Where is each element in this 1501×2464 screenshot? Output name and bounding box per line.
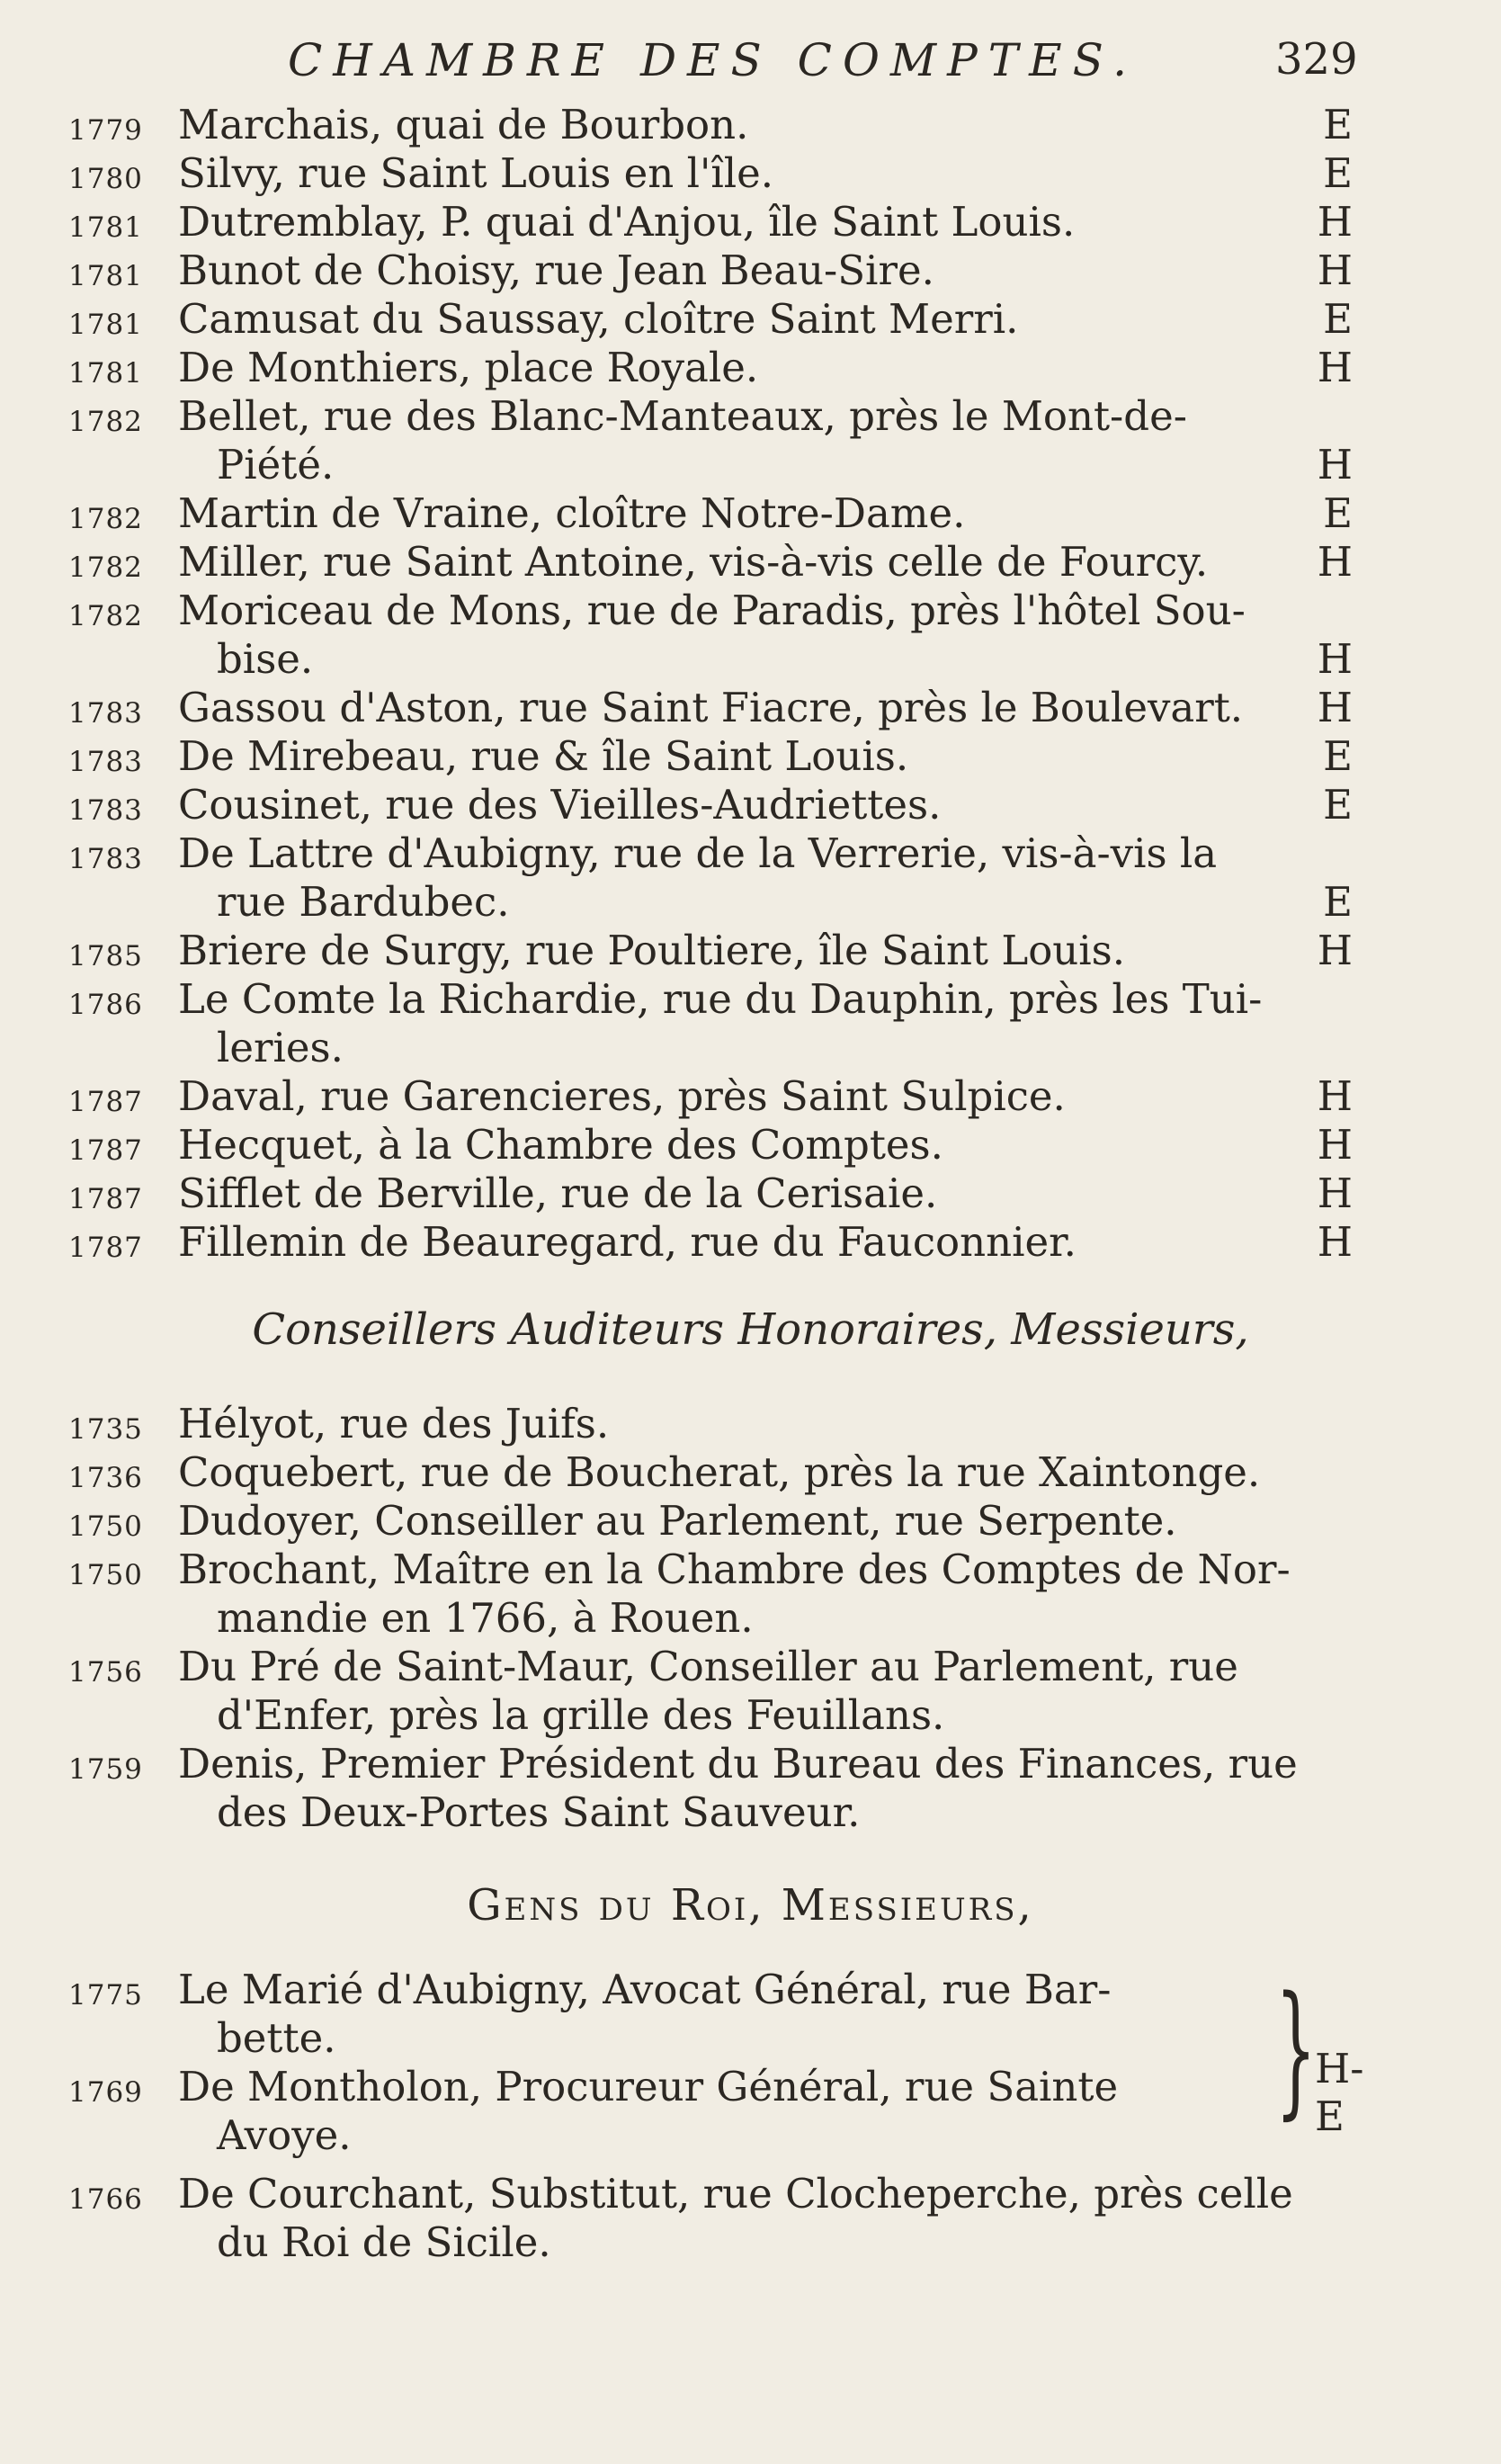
entry-code-letter: H [1317,538,1353,586]
entry-code-letter: E [1323,781,1353,829]
honorary-auditors-list [68,1400,1353,1837]
entry-year: 1785 [68,940,143,972]
entry-row [68,392,1353,489]
entry-code-letter: H [1317,198,1353,246]
entry-row [68,1121,1353,1169]
entry-continuation: d'Enfer, près la grille des Feuillans. [217,1691,945,1739]
entry-year: 1735 [68,1413,143,1446]
entry-row [68,1966,1353,2063]
running-title: CHAMBRE DES COMPTES. [288,34,1138,86]
entry-year: 1781 [68,357,143,390]
entry-text: Moriceau de Mons, rue de Paradis, près l'hôtel Sou- [178,587,1246,634]
entry-row [68,538,1353,587]
entry-text: Hélyot, rue des Juifs. [178,1400,610,1447]
entry-code-letter: H [1317,1218,1353,1266]
entry-code-letter: H [1317,246,1353,294]
entry-year: 1780 [68,163,143,195]
section-title-gens-du-roi: Gens du Roi, Messieurs, [467,1880,1034,1931]
entry-text: Miller, rue Saint Antoine, vis-à-vis celle de Fourcy. [178,538,1209,586]
entry-text: Bunot de Choisy, rue Jean Beau-Sire. [178,246,934,294]
entry-row [68,489,1353,538]
entry-row [68,1643,1353,1740]
entry-continuation: bise. [217,635,314,683]
page-header [0,34,1501,97]
entry-row [68,1169,1353,1218]
entry-continuation: du Roi de Sicile. [217,2218,551,2266]
entry-text: Bellet, rue des Blanc-Manteaux, près le Mont-de- [178,392,1187,440]
entry-text: Brochant, Maître en la Chambre des Comptes de Nor- [178,1546,1291,1593]
entry-year: 1756 [68,1656,143,1689]
entry-text: Coquebert, rue de Boucherat, près la rue Xaintonge. [178,1448,1261,1496]
entry-continuation: des Deux-Portes Saint Sauveur. [217,1788,861,1836]
gens-du-roi-list [68,1966,1353,2160]
entry-text: Daval, rue Garencieres, près Saint Sulpice. [178,1072,1066,1120]
entry-text: De Mirebeau, rue & île Saint Louis. [178,732,909,780]
entry-row [68,829,1353,927]
entry-text: Gassou d'Aston, rue Saint Fiacre, près le Boulevart. [178,684,1244,731]
entry-row [68,101,1353,149]
brace-symbol: } [1275,1965,1317,2133]
entry-continuation: Piété. [217,441,335,488]
entry-code-letter: E [1323,878,1353,926]
entry-code-letter: H [1317,441,1353,488]
entry-text: Camusat du Saussay, cloître Saint Merri. [178,295,1019,343]
entry-text: Hecquet, à la Chambre des Comptes. [178,1121,943,1169]
entry-year: 1787 [68,1232,143,1264]
entry-text: Dudoyer, Conseiller au Parlement, rue Serpente. [178,1497,1177,1545]
entry-text: De Courchant, Substitut, rue Clocheperche, près celle [178,2170,1293,2218]
entry-text: Le Marié d'Aubigny, Avocat Général, rue Bar- [178,1966,1112,2013]
entry-text: De Montholon, Procureur Général, rue Sainte [178,2063,1119,2110]
entry-continuation: leries. [217,1024,344,1071]
entry-row [68,2063,1353,2160]
brace-letter: H-E [1315,2045,1364,2140]
brace-group [68,1965,1364,2160]
entry-text: Marchais, quai de Bourbon. [178,101,749,148]
entry-year: 1775 [68,1979,143,2012]
entry-row [68,149,1353,198]
entry-text: Sifflet de Berville, rue de la Cerisaie. [178,1169,938,1217]
entry-year: 1781 [68,211,143,244]
entry-row [68,198,1353,246]
entry-text: Silvy, rue Saint Louis en l'île. [178,149,774,197]
entry-row [68,732,1353,781]
entry-row [68,1400,1353,1448]
entry-row [68,1448,1353,1497]
entry-code-letter: H [1317,684,1353,731]
entry-year: 1783 [68,697,143,730]
entry-text: Denis, Premier Président du Bureau des Finances, rue [178,1740,1298,1788]
entry-year: 1783 [68,794,143,827]
entry-code-letter: H [1317,927,1353,974]
entry-code-letter: H [1317,1169,1353,1217]
entry-text: Fillemin de Beauregard, rue du Fauconnier. [178,1218,1077,1266]
entry-year: 1769 [68,2076,143,2109]
entry-year: 1782 [68,551,143,584]
entry-text: Cousinet, rue des Vieilles-Audriettes. [178,781,942,829]
entry-row [68,587,1353,684]
entry-year: 1787 [68,1086,143,1118]
entry-year: 1781 [68,309,143,341]
entry-row [68,1546,1353,1643]
entry-code-letter: E [1323,295,1353,343]
entry-code-letter: H [1317,1072,1353,1120]
entry-row [68,295,1353,344]
entry-year: 1750 [68,1510,143,1543]
entry-code-letter: E [1323,149,1353,197]
entry-year: 1782 [68,600,143,632]
section-title-auditeurs: Conseillers Auditeurs Honoraires, Messieurs, [252,1304,1249,1355]
entry-year: 1750 [68,1559,143,1591]
entry-continuation: mandie en 1766, à Rouen. [217,1594,754,1642]
entry-year: 1781 [68,260,143,292]
members-list [68,101,1353,1267]
entry-row [68,975,1353,1072]
entry-code-letter: E [1323,101,1353,148]
entry-year: 1786 [68,989,143,1021]
entry-row [68,781,1353,829]
entry-continuation: bette. [217,2014,336,2062]
entry-row [68,1218,1353,1267]
entry-year: 1736 [68,1462,143,1494]
entry-text: De Lattre d'Aubigny, rue de la Verrerie, vis-à-vis la [178,829,1218,877]
entry-year: 1787 [68,1183,143,1215]
entry-code-letter: E [1323,732,1353,780]
entry-year: 1783 [68,843,143,875]
entry-text: Dutremblay, P. quai d'Anjou, île Saint Louis. [178,198,1076,246]
entry-row [68,684,1353,732]
entry-text: De Monthiers, place Royale. [178,344,759,391]
entry-code-letter: H [1317,344,1353,391]
entry-code-letter: H [1317,1121,1353,1169]
entry-text: Martin de Vraine, cloître Notre-Dame. [178,489,966,537]
entry-code-letter: H [1317,635,1353,683]
substitut-list [68,2170,1353,2267]
entry-row [68,927,1353,975]
entry-row [68,246,1353,295]
entry-code-letter: E [1323,489,1353,537]
entry-year: 1782 [68,406,143,438]
entry-row [68,344,1353,392]
entry-row [68,2170,1353,2267]
entry-text: Du Pré de Saint-Maur, Conseiller au Parlement, rue [178,1643,1238,1690]
page-number: 329 [1275,34,1358,85]
entry-year: 1759 [68,1753,143,1786]
entry-text: Le Comte la Richardie, rue du Dauphin, près les Tui- [178,975,1263,1023]
entry-text: Briere de Surgy, rue Poultiere, île Saint Louis. [178,927,1126,974]
entry-continuation: rue Bardubec. [217,878,510,926]
entry-year: 1779 [68,114,143,147]
entry-year: 1783 [68,746,143,778]
entry-row [68,1497,1353,1546]
entry-year: 1782 [68,503,143,535]
entry-row [68,1072,1353,1121]
entry-year: 1766 [68,2183,143,2216]
entry-row [68,1740,1353,1837]
entry-continuation: Avoye. [217,2111,352,2159]
entry-year: 1787 [68,1134,143,1167]
